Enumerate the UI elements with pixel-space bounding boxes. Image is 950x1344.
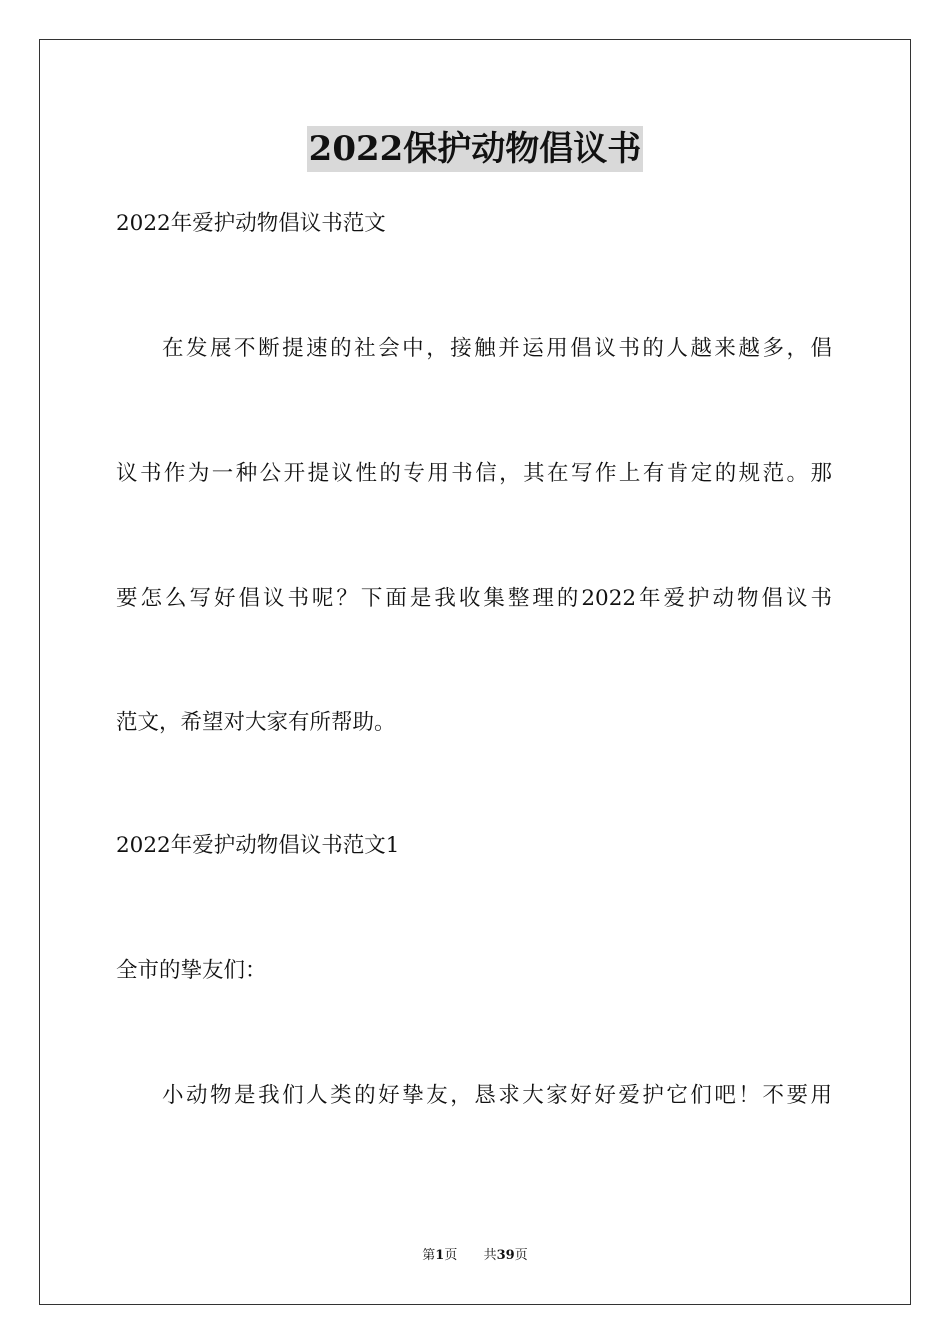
paragraph-line: 议书作为一种公开提议性的专用书信，其在写作上有肯定的规范。那	[116, 461, 832, 486]
footer-total-suffix: 页	[514, 1248, 528, 1263]
footer-page-number: 1	[435, 1248, 445, 1263]
footer-total-prefix: 共	[483, 1248, 497, 1263]
document-title: 2022保护动物倡议书	[307, 126, 644, 172]
paragraph-line: 在发展不断提速的社会中，接触并运用倡议书的人越来越多，倡	[162, 336, 832, 361]
footer-page-prefix: 第	[422, 1248, 436, 1263]
paragraph-line: 要怎么写好倡议书呢？下面是我收集整理的2022年爱护动物倡议书	[116, 586, 832, 611]
title-container	[0, 126, 950, 172]
paragraph-line: 范文，希望对大家有所帮助。	[116, 710, 396, 735]
salutation-line: 全市的挚友们：	[116, 958, 267, 983]
section-heading: 2022年爱护动物倡议书范文1	[116, 833, 400, 858]
subtitle-line: 2022年爱护动物倡议书范文	[116, 211, 386, 236]
footer-total-pages: 39	[496, 1248, 515, 1263]
footer-page-suffix: 页	[444, 1248, 458, 1263]
paragraph-line: 小动物是我们人类的好挚友，恳求大家好好爱护它们吧！不要用	[162, 1083, 832, 1108]
page-footer	[0, 1247, 950, 1265]
